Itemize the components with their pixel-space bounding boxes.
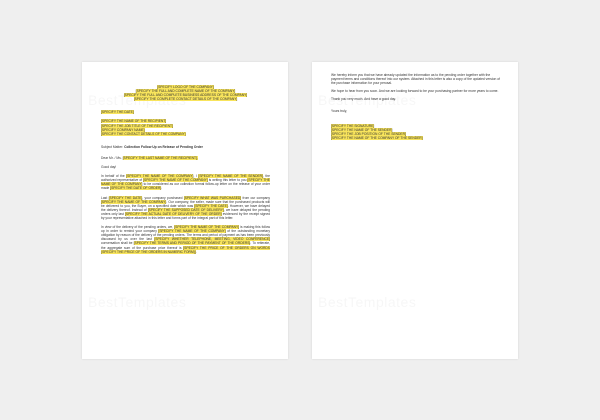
sender-company-field: [SPECIFY THE NAME OF THE COMPANY OF THE SENDER] [331, 135, 423, 140]
paragraph-thanks: Thank you very much. And have a good day. [331, 97, 397, 102]
subject-text: Collection Follow Up on Release of Pending Order [124, 144, 203, 149]
placeholder-field: [SPECIFY THE NAME OF THE COMPANY] [174, 225, 240, 230]
paragraph-text: , the authorized representative of [101, 174, 270, 183]
paragraph-text: . Our company, the seller, made sure that the purchased products will be delivered to you, the Buyer, on a specified date which was [101, 199, 270, 208]
paragraph-text: from our company [241, 195, 270, 200]
placeholder-field: [SPECIFY THE DATE] [194, 203, 228, 208]
placeholder-field: [SPECIFY WHETHER TELEPHONE, MEETING, VIDEO CONFERENCE] [154, 237, 271, 242]
placeholder-field: [SPECIFY THE NAME OF THE COMPANY] [101, 178, 270, 187]
recipient-company-field: [SPECIFY COMPANY NAME] [101, 127, 145, 132]
paragraph-text: is making this follow up in order to remind your company [101, 225, 270, 234]
body-paragraph [101, 196, 270, 221]
body-paragraph [101, 225, 270, 254]
company-header [101, 85, 270, 101]
paragraph-text: In view of the delivery of the pending orders, we, [101, 225, 175, 230]
body-paragraphs [101, 174, 270, 254]
paragraph-text: , I [193, 174, 199, 179]
placeholder-field: [SPECIFY THE NAME OF THE COMPANY] [101, 199, 167, 204]
placeholder-field: [SPECIFY THE TERMS AND PERIOD OF THE PAYMENT OF THE ORDERS] [133, 241, 251, 246]
paragraph-update-info: We hereby inform you that we have already updated the information as to the pending order together with the payment terms and conditions thereof into our system. Attached in this letter is also a copy of the updated version of the purchase information for your perusal. [331, 73, 500, 86]
greeting: Good day! [101, 165, 117, 170]
paragraph-text: , we have delayed the pending orders only last [101, 207, 270, 216]
date-field: [SPECIFY THE DATE] [101, 110, 134, 115]
placeholder-field: [SPECIFY THE NAME OF THE SENDER] [198, 174, 263, 179]
company-name-field: [SPECIFY THE FULL AND COMPLETE NAME OF THE COMPANY] [135, 89, 236, 94]
salutation [101, 156, 270, 160]
letter-body-left [101, 85, 270, 254]
subject-line [101, 145, 270, 149]
paragraph-text: is writing this letter to you [207, 178, 248, 183]
paragraph-text: . To reiterate, the aggregate sum of the purchase price thereof is [101, 241, 270, 250]
watermark [318, 294, 416, 310]
placeholder-field: [SPECIFY WHAT WAS PURCHASED] [183, 195, 242, 200]
placeholder-field: [SPECIFY THE NAME OF THE COMPANY] [143, 178, 208, 183]
paragraph-text: In behalf of the [101, 174, 127, 179]
recipient-block [101, 119, 270, 135]
body-paragraph [101, 174, 270, 190]
placeholder-field: [SPECIFY THE SUPPOSED DATE OF DELIVERY] [147, 207, 224, 212]
closing: Yours truly, [331, 109, 348, 114]
document-page-left [82, 62, 288, 359]
document-page-right [312, 62, 518, 359]
placeholder-field: [SPECIFY THE DATE] [108, 195, 143, 200]
salutation-prefix: Dear Mr. / Ms. [101, 155, 123, 160]
company-contact-field: [SPECIFY THE COMPLETE CONTACT DETAILS OF THE COMPANY] [133, 97, 238, 102]
paragraph-text: evidenced by the receipt signed by your representative attached in this letter and forms part of the integral part of this letter. [101, 211, 271, 220]
letter-body-right [331, 73, 500, 140]
sender-position-field: [SPECIFY THE JOB POSITION OF THE SENDER] [331, 131, 406, 136]
recipient-name-field: [SPECIFY THE NAME OF THE RECIPIENT] [101, 119, 167, 124]
placeholder-field: [SPECIFY THE PRICE OF THE ORDERS ON WORDS (SPECIFY THE PRICE OF THE ORDERS IN NUMERIC FORM)] [101, 245, 270, 254]
paragraph-text: conversation shall be [101, 241, 134, 246]
paragraph-text: . [161, 186, 163, 191]
signature-field: [SPECIFY THE SIGNATURE] [331, 123, 375, 128]
paragraph-text: Last [101, 195, 109, 200]
watermark [88, 294, 186, 310]
paragraph-text: of the outstanding monetary obligation by reason of the delivery of the pending orders. The terms and period of payment as has been previously discussed by us over the last [101, 229, 270, 242]
company-logo-field: [SPECIFY LOGO OF THE COMPANY] [157, 85, 214, 89]
placeholder-field: [SPECIFY THE ACTUAL DATE OF DELIVERY OF THE ORDER] [124, 211, 222, 216]
placeholder-field: [SPECIFY THE DATE OF ORDER] [110, 186, 162, 191]
recipient-last-name-field: [SPECIFY THE LAST NAME OF THE RECIPIENT], [122, 155, 198, 160]
company-address-field: [SPECIFY THE FULL AND COMPLETE BUSINESS ADDRESS OF THE COMPANY] [123, 93, 248, 98]
paragraph-text: . However, we have delayed the delivery thereof. Instead of [101, 203, 270, 212]
recipient-contact-field: [SPECIFY THE CONTACT DETAILS OF THE COMPANY] [101, 131, 186, 136]
paragraph-text: , your company purchased [142, 195, 184, 200]
recipient-title-field: [SPECIFY THE JOB TITLE OF THE RECIPIENT] [101, 123, 173, 128]
subject-prefix: Subject Matter: [101, 144, 125, 149]
paragraph-text: to be considered as our collection formal follow-up letter on the release of your order made [101, 182, 270, 191]
placeholder-field: [SPECIFY THE NAME OF THE COMPANY] [158, 229, 226, 234]
signature-block [331, 124, 500, 140]
paragraph-hope: We hope to hear from you soon. And we are looking forward to be your purchasing partner for more years to come. [331, 89, 499, 94]
paragraph-text: . [195, 249, 197, 254]
sender-name-field: [SPECIFY THE NAME OF THE SENDER] [331, 127, 393, 132]
placeholder-field: [SPECIFY THE NAME OF THE COMPANY] [126, 174, 194, 179]
